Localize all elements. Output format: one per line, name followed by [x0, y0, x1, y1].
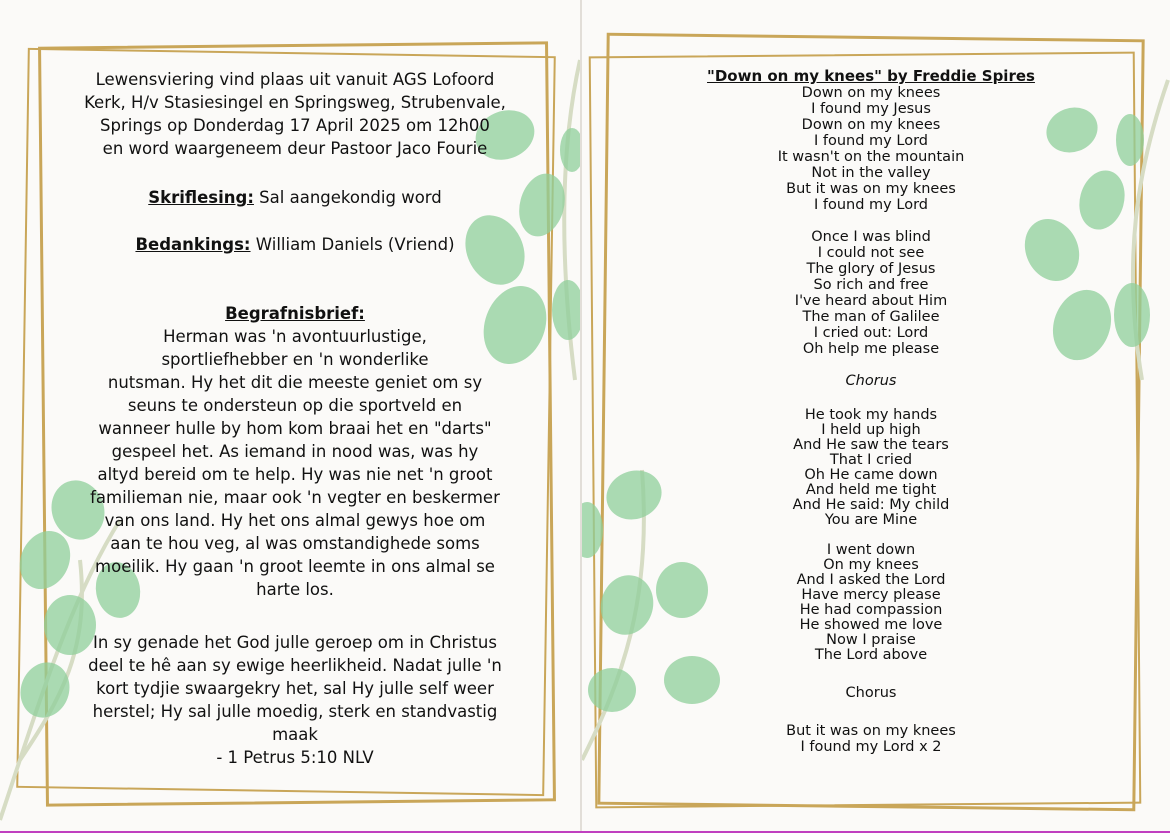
lyric-line: Down on my knees [801, 117, 941, 133]
funeral-letter-heading: Begrafnisbrief: [225, 304, 365, 323]
lyric-line: Once I was blind [811, 229, 931, 245]
lyric-line: But it was on my knees [786, 181, 956, 197]
letter-line: van ons land. Hy het ons almal gewys hoe om [104, 511, 486, 530]
verse-line: deel te hê aan sy ewige heerlikheid. Nadat julle 'n [88, 656, 502, 675]
lyric-line: And He saw the tears [793, 437, 949, 453]
thanks-label: Bedankings: [135, 235, 251, 254]
lyric-line: And I asked the Lord [796, 572, 946, 588]
lyric-line: The glory of Jesus [806, 261, 936, 277]
lyric-line: And held me tight [805, 482, 937, 498]
lyric-line: I found my Jesus [811, 101, 931, 117]
chorus-marker: Chorus [845, 685, 897, 701]
letter-line: aan te hou veg, al was omstandighede soms [110, 534, 480, 553]
lyric-line: The Lord above [814, 647, 928, 663]
letter-line: harte los. [256, 580, 334, 599]
letter-line: altyd bereid om te help. Hy was nie net 'n groot [97, 465, 493, 484]
thanks-line [60, 233, 530, 256]
song-title: "Down on my knees" by Freddie Spires [707, 67, 1035, 85]
lyric-line: But it was on my knees [786, 723, 956, 739]
left-text-column [60, 68, 530, 769]
lyric-line: And He said: My child [792, 497, 950, 513]
lyric-line: Down on my knees [801, 85, 941, 101]
left-page [0, 0, 582, 833]
lyric-line: That I cried [829, 452, 913, 468]
right-page [582, 0, 1170, 833]
lyric-line: Oh He came down [804, 467, 938, 483]
intro-line: Lewensviering vind plaas uit vanuit AGS Lofoord [95, 70, 495, 89]
letter-line: familieman nie, maar ook 'n vegter en beskermer [90, 488, 500, 507]
letter-line: wanneer hulle by hom kom braai het en "darts" [98, 419, 492, 438]
funeral-letter [60, 302, 530, 601]
lyric-line: Have mercy please [801, 587, 941, 603]
reading-value: Sal aangekondig word [253, 188, 442, 207]
intro-line: Springs op Donderdag 17 April 2025 om 12h00 [100, 116, 490, 135]
lyric-line: He showed me love [799, 617, 943, 633]
letter-line: nutsman. Hy het dit die meeste geniet om sy [107, 373, 483, 392]
letter-line: moeilik. Hy gaan 'n groot leemte in ons almal se [95, 557, 495, 576]
verse-line: In sy genade het God julle geroep om in Christus [93, 633, 497, 652]
lyrics-verse-1 [692, 85, 1050, 213]
lyrics-ending [692, 723, 1050, 755]
lyrics-verse-3 [692, 408, 1050, 528]
lyric-line: The man of Galilee [802, 309, 940, 325]
intro-paragraph [60, 68, 530, 160]
lyric-line: So rich and free [813, 277, 929, 293]
lyrics-verse-4 [692, 543, 1050, 663]
lyric-line: I found my Lord [814, 133, 928, 149]
letter-line: sportliefhebber en 'n wonderlike [161, 350, 429, 369]
lyric-line: I found my Lord [814, 197, 928, 213]
verse-line: herstel; Hy sal julle moedig, sterk en standvastig [92, 702, 498, 721]
intro-line: Kerk, H/v Stasiesingel en Springsweg, Strubenvale, [84, 93, 506, 112]
chorus-marker: Chorus [845, 373, 897, 389]
lyric-line: Oh help me please [802, 341, 940, 357]
intro-line: en word waargeneem deur Pastoor Jaco Fourie [102, 139, 488, 158]
lyric-line: It wasn't on the mountain [777, 149, 965, 165]
lyric-line: I could not see [817, 245, 925, 261]
verse-reference: - 1 Petrus 5:10 NLV [216, 748, 374, 767]
lyric-line: On my knees [823, 557, 919, 573]
lyric-line: Not in the valley [811, 165, 931, 181]
lyric-line: I found my Lord x 2 [800, 739, 942, 755]
lyric-line: He took my hands [804, 407, 938, 423]
reading-label: Skriflesing: [148, 188, 254, 207]
lyric-line: He had compassion [799, 602, 943, 618]
lyric-line: I went down [826, 542, 916, 558]
letter-line: Herman was 'n avontuurlustige, [163, 327, 427, 346]
song-lyrics [692, 68, 1050, 755]
lyric-line: I held up high [821, 422, 921, 438]
lyric-line: I cried out: Lord [813, 325, 929, 341]
letter-line: gespeel het. As iemand in nood was, was hy [111, 442, 479, 461]
lyric-line: I've heard about Him [794, 293, 948, 309]
bible-verse [60, 631, 530, 769]
lyric-line: You are Mine [824, 512, 918, 528]
verse-line: kort tydjie swaargekry het, sal Hy julle self weer [96, 679, 494, 698]
reading-line [60, 186, 530, 209]
lyric-line: Now I praise [826, 632, 916, 648]
verse-line: maak [272, 725, 318, 744]
lyrics-verse-2 [692, 229, 1050, 357]
letter-line: seuns te ondersteun op die sportveld en [127, 396, 463, 415]
thanks-value: William Daniels (Vriend) [250, 235, 455, 254]
